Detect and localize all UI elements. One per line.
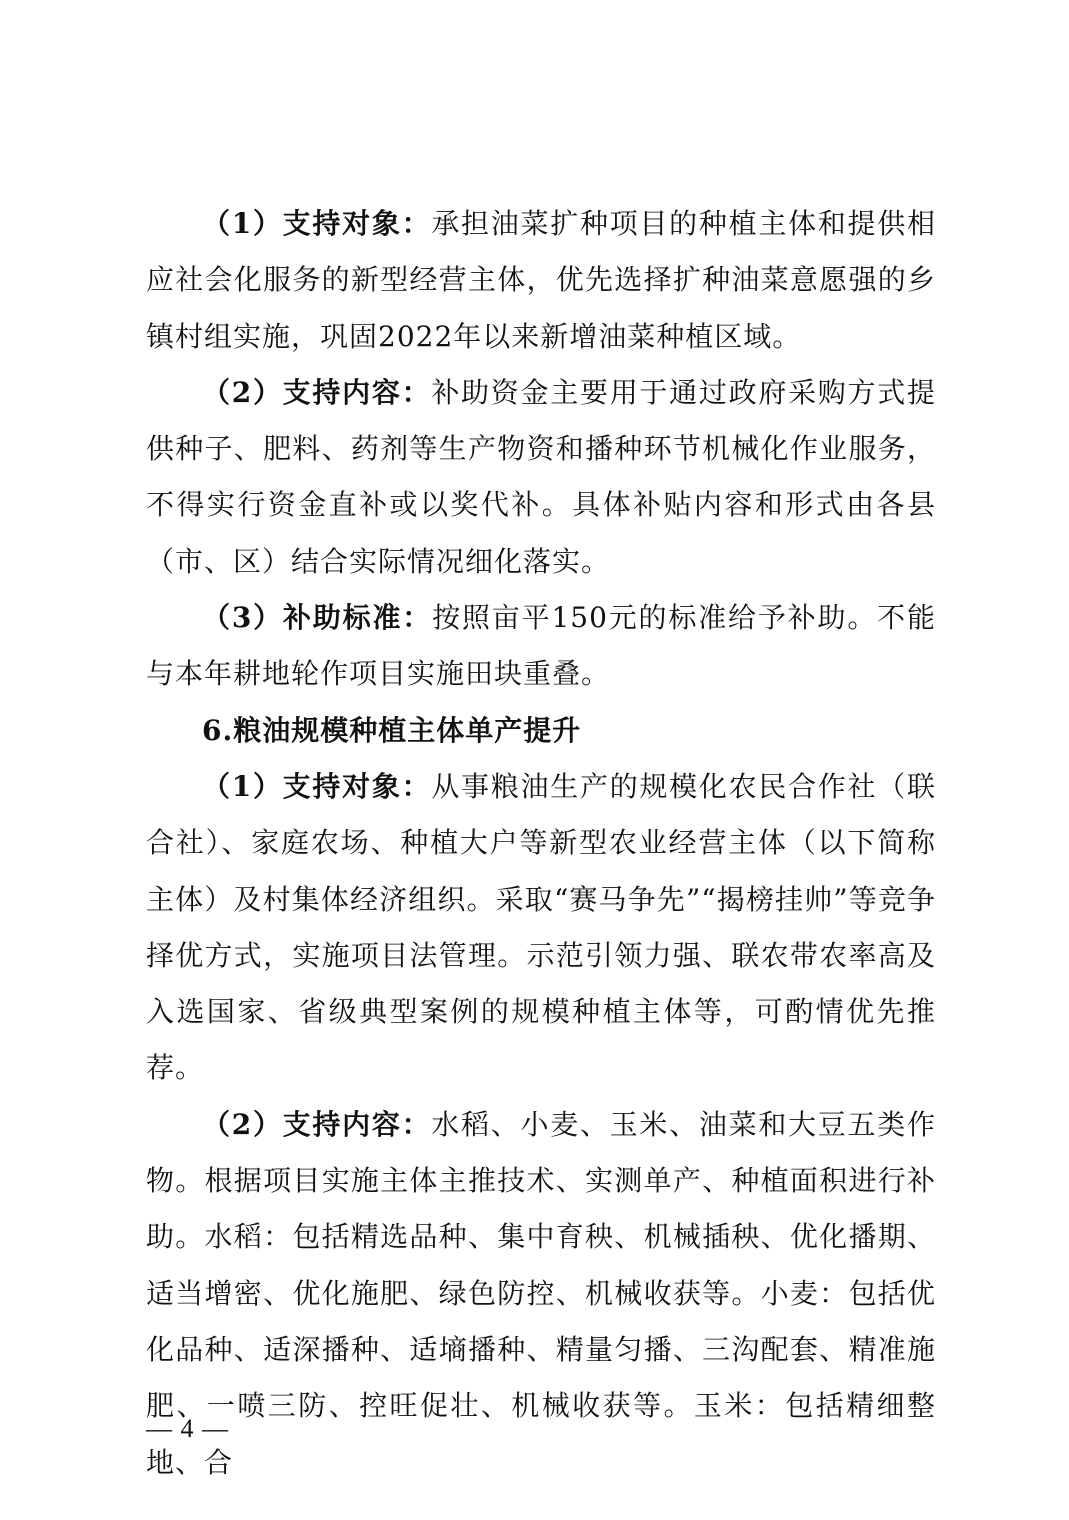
paragraph-text: 按照亩平150元的标准给予补助。不能与本年耕地轮作项目实施田块重叠。 bbox=[146, 601, 937, 691]
paragraph-lead: （2）支持内容： bbox=[202, 1107, 432, 1141]
paragraph-lead: （1）支持对象： bbox=[202, 769, 432, 803]
paragraph-section-support-target bbox=[146, 759, 936, 1097]
page-number: — 4 — bbox=[146, 1414, 229, 1443]
paragraph-lead: （3）补助标准： bbox=[202, 601, 433, 635]
paragraph-text: 水稻、小麦、玉米、油菜和大豆五类作物。根据项目实施主体主推技术、实测单产、种植面积进行补助。水稻：包括精选品种、集中育秧、机械插秧、优化播期、适当增密、优化施肥、绿色防控、机械收获等。小麦：包括优化品种、适深播种、适墒播种、精量匀播、三沟配套、精准施肥、一喷三防、控旺促壮、机械收获等。玉米：包括精细整地、合 bbox=[146, 1107, 936, 1479]
paragraph-text: 承担油菜扩种项目的种植主体和提供相应社会化服务的新型经营主体，优先选择扩种油菜意愿强的乡镇村组实施，巩固2022年以来新增油菜种植区域。 bbox=[146, 207, 936, 353]
paragraph-subsidy-standard bbox=[146, 590, 936, 703]
paragraph-text: 补助资金主要用于通过政府采购方式提供种子、肥料、药剂等生产物资和播种环节机械化作业服务，不得实行资金直补或以奖代补。具体补贴内容和形式由各县（市、区）结合实际情况细化落实。 bbox=[146, 375, 936, 578]
paragraph-support-target bbox=[146, 196, 936, 365]
paragraph-lead: （2）支持内容： bbox=[202, 375, 432, 409]
paragraph-text: 从事粮油生产的规模化农民合作社（联合社）、家庭农场、种植大户等新型农业经营主体（以下简称主体）及村集体经济组织。采取“赛马争先”“揭榜挂帅”等竞争择优方式，实施项目法管理。示范引领力强、联农带农率高及入选国家、省级典型案例的规模种植主体等，可酌情优先推荐。 bbox=[146, 769, 936, 1085]
paragraph-lead: （1）支持对象： bbox=[202, 207, 432, 240]
document-body bbox=[146, 196, 936, 1491]
section-heading: 6.粮油规模种植主体单产提升 bbox=[202, 713, 582, 747]
paragraph-support-content bbox=[146, 365, 936, 590]
paragraph-section-support-content bbox=[146, 1097, 936, 1491]
